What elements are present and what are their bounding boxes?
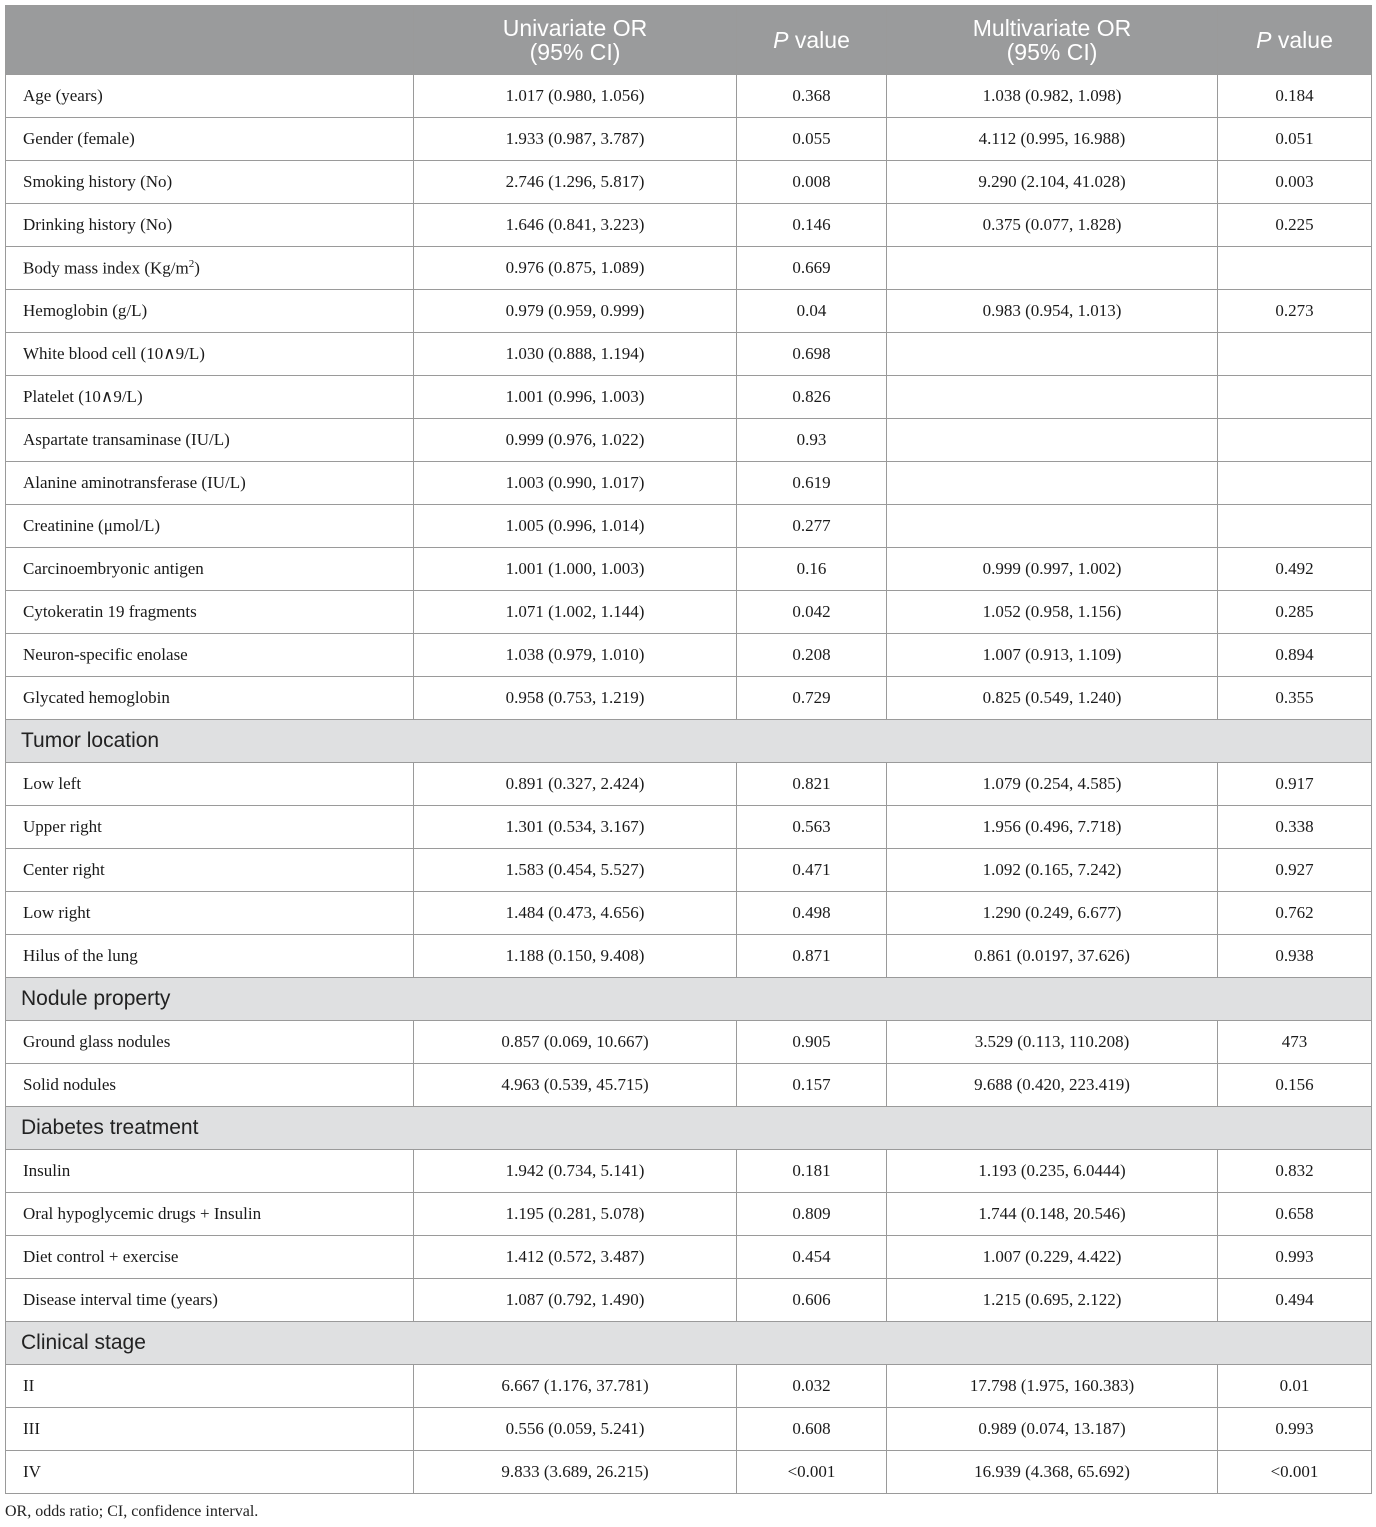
variable-label: Insulin bbox=[23, 1161, 71, 1180]
multivariate-p-cell: 0.762 bbox=[1218, 892, 1372, 935]
multivariate-p-cell: 0.938 bbox=[1218, 935, 1372, 978]
univariate-p-cell: 0.032 bbox=[737, 1365, 887, 1408]
univariate-or-cell: 0.979 (0.959, 0.999) bbox=[414, 290, 737, 333]
multivariate-p-cell: 0.156 bbox=[1218, 1064, 1372, 1107]
table-footnote: OR, odds ratio; CI, confidence interval. bbox=[5, 1503, 259, 1520]
variable-cell bbox=[6, 75, 414, 118]
header-univariate-or bbox=[414, 6, 737, 75]
multivariate-p-cell: 0.658 bbox=[1218, 1193, 1372, 1236]
multivariate-or-cell: 1.052 (0.958, 1.156) bbox=[887, 591, 1218, 634]
variable-label: Smoking history (No) bbox=[23, 172, 173, 191]
section-row bbox=[6, 720, 1372, 763]
univariate-or-cell: 1.005 (0.996, 1.014) bbox=[414, 505, 737, 548]
multivariate-or-cell: 0.861 (0.0197, 37.626) bbox=[887, 935, 1218, 978]
multivariate-or-cell bbox=[887, 376, 1218, 419]
variable-cell bbox=[6, 634, 414, 677]
table-row bbox=[6, 849, 1372, 892]
variable-cell bbox=[6, 376, 414, 419]
variable-cell bbox=[6, 892, 414, 935]
univariate-p-cell: 0.809 bbox=[737, 1193, 887, 1236]
univariate-p-cell: 0.871 bbox=[737, 935, 887, 978]
univariate-or-cell: 0.999 (0.976, 1.022) bbox=[414, 419, 737, 462]
univariate-or-cell: 4.963 (0.539, 45.715) bbox=[414, 1064, 737, 1107]
univariate-p-cell: 0.471 bbox=[737, 849, 887, 892]
univariate-or-cell: 1.942 (0.734, 5.141) bbox=[414, 1150, 737, 1193]
univariate-or-cell: 1.003 (0.990, 1.017) bbox=[414, 462, 737, 505]
variable-cell bbox=[6, 591, 414, 634]
multivariate-p-cell: 0.285 bbox=[1218, 591, 1372, 634]
univariate-p-cell: 0.368 bbox=[737, 75, 887, 118]
multivariate-p-cell: 0.225 bbox=[1218, 204, 1372, 247]
variable-label: II bbox=[23, 1376, 35, 1395]
variable-cell bbox=[6, 161, 414, 204]
multivariate-or-cell bbox=[887, 505, 1218, 548]
variable-label: IV bbox=[23, 1462, 41, 1481]
variable-label: Ground glass nodules bbox=[23, 1032, 171, 1051]
table-row bbox=[6, 591, 1372, 634]
variable-label: Gender (female) bbox=[23, 129, 135, 148]
section-label: Clinical stage bbox=[6, 1322, 1372, 1365]
section-label: Nodule property bbox=[6, 978, 1372, 1021]
variable-label: III bbox=[23, 1419, 40, 1438]
variable-label: Alanine aminotransferase (IU/L) bbox=[23, 473, 246, 492]
variable-cell bbox=[6, 290, 414, 333]
variable-cell bbox=[6, 1236, 414, 1279]
header-multivariate-or bbox=[887, 6, 1218, 75]
variable-cell bbox=[6, 247, 414, 290]
variable-cell bbox=[6, 1279, 414, 1322]
univariate-p-cell: 0.669 bbox=[737, 247, 887, 290]
variable-cell bbox=[6, 419, 414, 462]
variable-label: Cytokeratin 19 fragments bbox=[23, 602, 197, 621]
table-row bbox=[6, 892, 1372, 935]
header-row bbox=[6, 6, 1372, 75]
variable-cell bbox=[6, 849, 414, 892]
multivariate-or-cell: 0.989 (0.074, 13.187) bbox=[887, 1408, 1218, 1451]
table-row bbox=[6, 505, 1372, 548]
univariate-or-cell: 1.583 (0.454, 5.527) bbox=[414, 849, 737, 892]
variable-label: Oral hypoglycemic drugs + Insulin bbox=[23, 1204, 262, 1223]
table-row bbox=[6, 247, 1372, 290]
univariate-or-cell: 1.038 (0.979, 1.010) bbox=[414, 634, 737, 677]
univariate-p-cell: <0.001 bbox=[737, 1451, 887, 1494]
multivariate-or-cell bbox=[887, 419, 1218, 462]
univariate-p-cell: 0.055 bbox=[737, 118, 887, 161]
section-label: Diabetes treatment bbox=[6, 1107, 1372, 1150]
header-p-value-1 bbox=[737, 6, 887, 75]
table-row bbox=[6, 1150, 1372, 1193]
univariate-p-cell: 0.608 bbox=[737, 1408, 887, 1451]
univariate-or-cell: 1.646 (0.841, 3.223) bbox=[414, 204, 737, 247]
multivariate-or-cell: 1.038 (0.982, 1.098) bbox=[887, 75, 1218, 118]
multivariate-or-cell: 1.092 (0.165, 7.242) bbox=[887, 849, 1218, 892]
multivariate-or-cell: 3.529 (0.113, 110.208) bbox=[887, 1021, 1218, 1064]
multivariate-p-cell: 0.355 bbox=[1218, 677, 1372, 720]
variable-cell bbox=[6, 462, 414, 505]
variable-label: Hemoglobin (g/L) bbox=[23, 301, 148, 320]
variable-label: Low right bbox=[23, 903, 91, 922]
variable-label: Upper right bbox=[23, 817, 102, 836]
multivariate-p-cell: 0.338 bbox=[1218, 806, 1372, 849]
univariate-p-cell: 0.606 bbox=[737, 1279, 887, 1322]
multivariate-or-cell: 17.798 (1.975, 160.383) bbox=[887, 1365, 1218, 1408]
variable-cell bbox=[6, 806, 414, 849]
variable-label: Carcinoembryonic antigen bbox=[23, 559, 204, 578]
univariate-or-cell: 1.301 (0.534, 3.167) bbox=[414, 806, 737, 849]
variable-label: Body mass index (Kg/m bbox=[23, 258, 189, 278]
table-row bbox=[6, 75, 1372, 118]
variable-cell bbox=[6, 1365, 414, 1408]
univariate-p-cell: 0.93 bbox=[737, 419, 887, 462]
variable-cell bbox=[6, 118, 414, 161]
variable-label: Disease interval time (years) bbox=[23, 1290, 218, 1309]
multivariate-or-cell: 1.007 (0.913, 1.109) bbox=[887, 634, 1218, 677]
variable-cell bbox=[6, 548, 414, 591]
multivariate-p-cell: 0.184 bbox=[1218, 75, 1372, 118]
multivariate-p-cell: 0.927 bbox=[1218, 849, 1372, 892]
univariate-p-cell: 0.277 bbox=[737, 505, 887, 548]
multivariate-p-cell bbox=[1218, 505, 1372, 548]
header-multivariate-or-line2: (95% CI) bbox=[1006, 39, 1098, 65]
univariate-p-cell: 0.042 bbox=[737, 591, 887, 634]
header-univariate-or-line1: Univariate OR bbox=[502, 15, 648, 41]
multivariate-or-cell: 0.375 (0.077, 1.828) bbox=[887, 204, 1218, 247]
table-row bbox=[6, 1279, 1372, 1322]
variable-label: Solid nodules bbox=[23, 1075, 117, 1094]
multivariate-or-cell bbox=[887, 462, 1218, 505]
variable-cell bbox=[6, 204, 414, 247]
univariate-p-cell: 0.905 bbox=[737, 1021, 887, 1064]
table-row bbox=[6, 462, 1372, 505]
variable-label-superscript: 2 bbox=[188, 257, 195, 270]
variable-label: Low left bbox=[23, 774, 82, 793]
table-row bbox=[6, 376, 1372, 419]
regression-table bbox=[5, 5, 1372, 1494]
univariate-p-cell: 0.619 bbox=[737, 462, 887, 505]
multivariate-p-cell: 0.273 bbox=[1218, 290, 1372, 333]
univariate-p-cell: 0.208 bbox=[737, 634, 887, 677]
univariate-p-cell: 0.698 bbox=[737, 333, 887, 376]
univariate-p-cell: 0.181 bbox=[737, 1150, 887, 1193]
variable-cell bbox=[6, 333, 414, 376]
univariate-p-cell: 0.157 bbox=[737, 1064, 887, 1107]
table-row bbox=[6, 763, 1372, 806]
multivariate-p-cell bbox=[1218, 462, 1372, 505]
multivariate-or-cell: 9.688 (0.420, 223.419) bbox=[887, 1064, 1218, 1107]
univariate-or-cell: 0.958 (0.753, 1.219) bbox=[414, 677, 737, 720]
section-row bbox=[6, 1322, 1372, 1365]
header-p-italic-1: P bbox=[773, 27, 789, 53]
univariate-or-cell: 1.484 (0.473, 4.656) bbox=[414, 892, 737, 935]
univariate-or-cell: 1.087 (0.792, 1.490) bbox=[414, 1279, 737, 1322]
variable-label: Drinking history (No) bbox=[23, 215, 173, 234]
univariate-p-cell: 0.821 bbox=[737, 763, 887, 806]
multivariate-p-cell: 0.832 bbox=[1218, 1150, 1372, 1193]
multivariate-or-cell: 1.290 (0.249, 6.677) bbox=[887, 892, 1218, 935]
multivariate-p-cell: 0.993 bbox=[1218, 1236, 1372, 1279]
header-multivariate-or-line1: Multivariate OR bbox=[972, 15, 1132, 41]
multivariate-p-cell: 0.993 bbox=[1218, 1408, 1372, 1451]
multivariate-p-cell: 0.01 bbox=[1218, 1365, 1372, 1408]
variable-cell bbox=[6, 677, 414, 720]
section-row bbox=[6, 1107, 1372, 1150]
multivariate-p-cell: 0.003 bbox=[1218, 161, 1372, 204]
univariate-or-cell: 6.667 (1.176, 37.781) bbox=[414, 1365, 737, 1408]
univariate-p-cell: 0.16 bbox=[737, 548, 887, 591]
variable-label: Glycated hemoglobin bbox=[23, 688, 170, 707]
section-row bbox=[6, 978, 1372, 1021]
univariate-p-cell: 0.146 bbox=[737, 204, 887, 247]
univariate-or-cell: 1.030 (0.888, 1.194) bbox=[414, 333, 737, 376]
variable-label: Diet control + exercise bbox=[23, 1247, 179, 1266]
table-row bbox=[6, 1408, 1372, 1451]
header-p-rest-1: value bbox=[788, 27, 850, 53]
univariate-p-cell: 0.454 bbox=[737, 1236, 887, 1279]
univariate-or-cell: 1.001 (1.000, 1.003) bbox=[414, 548, 737, 591]
table-row bbox=[6, 806, 1372, 849]
header-univariate-or-line2: (95% CI) bbox=[529, 39, 621, 65]
univariate-or-cell: 9.833 (3.689, 26.215) bbox=[414, 1451, 737, 1494]
univariate-p-cell: 0.729 bbox=[737, 677, 887, 720]
multivariate-or-cell: 0.999 (0.997, 1.002) bbox=[887, 548, 1218, 591]
section-label: Tumor location bbox=[6, 720, 1372, 763]
variable-cell bbox=[6, 1451, 414, 1494]
variable-label: Neuron-specific enolase bbox=[23, 645, 188, 664]
table-row bbox=[6, 1064, 1372, 1107]
multivariate-p-cell: 0.051 bbox=[1218, 118, 1372, 161]
univariate-p-cell: 0.563 bbox=[737, 806, 887, 849]
multivariate-or-cell: 9.290 (2.104, 41.028) bbox=[887, 161, 1218, 204]
variable-cell bbox=[6, 1021, 414, 1064]
variable-label: Platelet (10∧9/L) bbox=[23, 387, 143, 406]
variable-label-suffix: ) bbox=[194, 258, 200, 278]
variable-cell bbox=[6, 1193, 414, 1236]
variable-cell bbox=[6, 1408, 414, 1451]
header-p-rest-2: value bbox=[1271, 27, 1333, 53]
table-row bbox=[6, 204, 1372, 247]
table-row bbox=[6, 548, 1372, 591]
table-row bbox=[6, 118, 1372, 161]
univariate-p-cell: 0.498 bbox=[737, 892, 887, 935]
univariate-p-cell: 0.04 bbox=[737, 290, 887, 333]
table-row bbox=[6, 1021, 1372, 1064]
multivariate-p-cell bbox=[1218, 376, 1372, 419]
multivariate-p-cell: 0.894 bbox=[1218, 634, 1372, 677]
univariate-p-cell: 0.008 bbox=[737, 161, 887, 204]
multivariate-or-cell bbox=[887, 247, 1218, 290]
table-row bbox=[6, 677, 1372, 720]
univariate-or-cell: 0.891 (0.327, 2.424) bbox=[414, 763, 737, 806]
multivariate-or-cell: 16.939 (4.368, 65.692) bbox=[887, 1451, 1218, 1494]
header-p-value-2 bbox=[1218, 6, 1372, 75]
univariate-or-cell: 0.976 (0.875, 1.089) bbox=[414, 247, 737, 290]
variable-cell bbox=[6, 1064, 414, 1107]
multivariate-or-cell: 1.215 (0.695, 2.122) bbox=[887, 1279, 1218, 1322]
table-row bbox=[6, 161, 1372, 204]
variable-cell bbox=[6, 763, 414, 806]
table-row bbox=[6, 333, 1372, 376]
univariate-or-cell: 1.933 (0.987, 3.787) bbox=[414, 118, 737, 161]
variable-label: Center right bbox=[23, 860, 105, 879]
multivariate-or-cell: 1.007 (0.229, 4.422) bbox=[887, 1236, 1218, 1279]
multivariate-or-cell: 0.983 (0.954, 1.013) bbox=[887, 290, 1218, 333]
table-row bbox=[6, 290, 1372, 333]
multivariate-or-cell: 1.956 (0.496, 7.718) bbox=[887, 806, 1218, 849]
univariate-or-cell: 1.017 (0.980, 1.056) bbox=[414, 75, 737, 118]
table-row bbox=[6, 419, 1372, 462]
multivariate-p-cell: 0.492 bbox=[1218, 548, 1372, 591]
table-row bbox=[6, 1193, 1372, 1236]
variable-cell bbox=[6, 935, 414, 978]
multivariate-p-cell: 0.494 bbox=[1218, 1279, 1372, 1322]
header-variable bbox=[6, 6, 414, 75]
variable-label: White blood cell (10∧9/L) bbox=[23, 344, 205, 363]
univariate-or-cell: 0.556 (0.059, 5.241) bbox=[414, 1408, 737, 1451]
multivariate-or-cell: 1.193 (0.235, 6.0444) bbox=[887, 1150, 1218, 1193]
table-row bbox=[6, 634, 1372, 677]
multivariate-p-cell: 0.917 bbox=[1218, 763, 1372, 806]
univariate-or-cell: 2.746 (1.296, 5.817) bbox=[414, 161, 737, 204]
multivariate-or-cell: 0.825 (0.549, 1.240) bbox=[887, 677, 1218, 720]
table-row bbox=[6, 1451, 1372, 1494]
variable-cell bbox=[6, 1150, 414, 1193]
multivariate-or-cell: 1.744 (0.148, 20.546) bbox=[887, 1193, 1218, 1236]
multivariate-p-cell bbox=[1218, 333, 1372, 376]
table-body bbox=[6, 75, 1372, 1494]
header-p-italic-2: P bbox=[1256, 27, 1272, 53]
multivariate-or-cell: 4.112 (0.995, 16.988) bbox=[887, 118, 1218, 161]
variable-label: Age (years) bbox=[23, 86, 103, 105]
multivariate-p-cell bbox=[1218, 419, 1372, 462]
variable-label: Hilus of the lung bbox=[23, 946, 138, 965]
multivariate-p-cell: 473 bbox=[1218, 1021, 1372, 1064]
table-row bbox=[6, 1236, 1372, 1279]
table-row bbox=[6, 1365, 1372, 1408]
multivariate-or-cell bbox=[887, 333, 1218, 376]
univariate-or-cell: 1.188 (0.150, 9.408) bbox=[414, 935, 737, 978]
table-row bbox=[6, 935, 1372, 978]
univariate-p-cell: 0.826 bbox=[737, 376, 887, 419]
variable-label: Creatinine (μmol/L) bbox=[23, 516, 161, 535]
univariate-or-cell: 1.001 (0.996, 1.003) bbox=[414, 376, 737, 419]
univariate-or-cell: 1.412 (0.572, 3.487) bbox=[414, 1236, 737, 1279]
multivariate-or-cell: 1.079 (0.254, 4.585) bbox=[887, 763, 1218, 806]
multivariate-p-cell bbox=[1218, 247, 1372, 290]
multivariate-p-cell: <0.001 bbox=[1218, 1451, 1372, 1494]
univariate-or-cell: 0.857 (0.069, 10.667) bbox=[414, 1021, 737, 1064]
variable-label: Aspartate transaminase (IU/L) bbox=[23, 430, 230, 449]
univariate-or-cell: 1.071 (1.002, 1.144) bbox=[414, 591, 737, 634]
variable-cell bbox=[6, 505, 414, 548]
univariate-or-cell: 1.195 (0.281, 5.078) bbox=[414, 1193, 737, 1236]
